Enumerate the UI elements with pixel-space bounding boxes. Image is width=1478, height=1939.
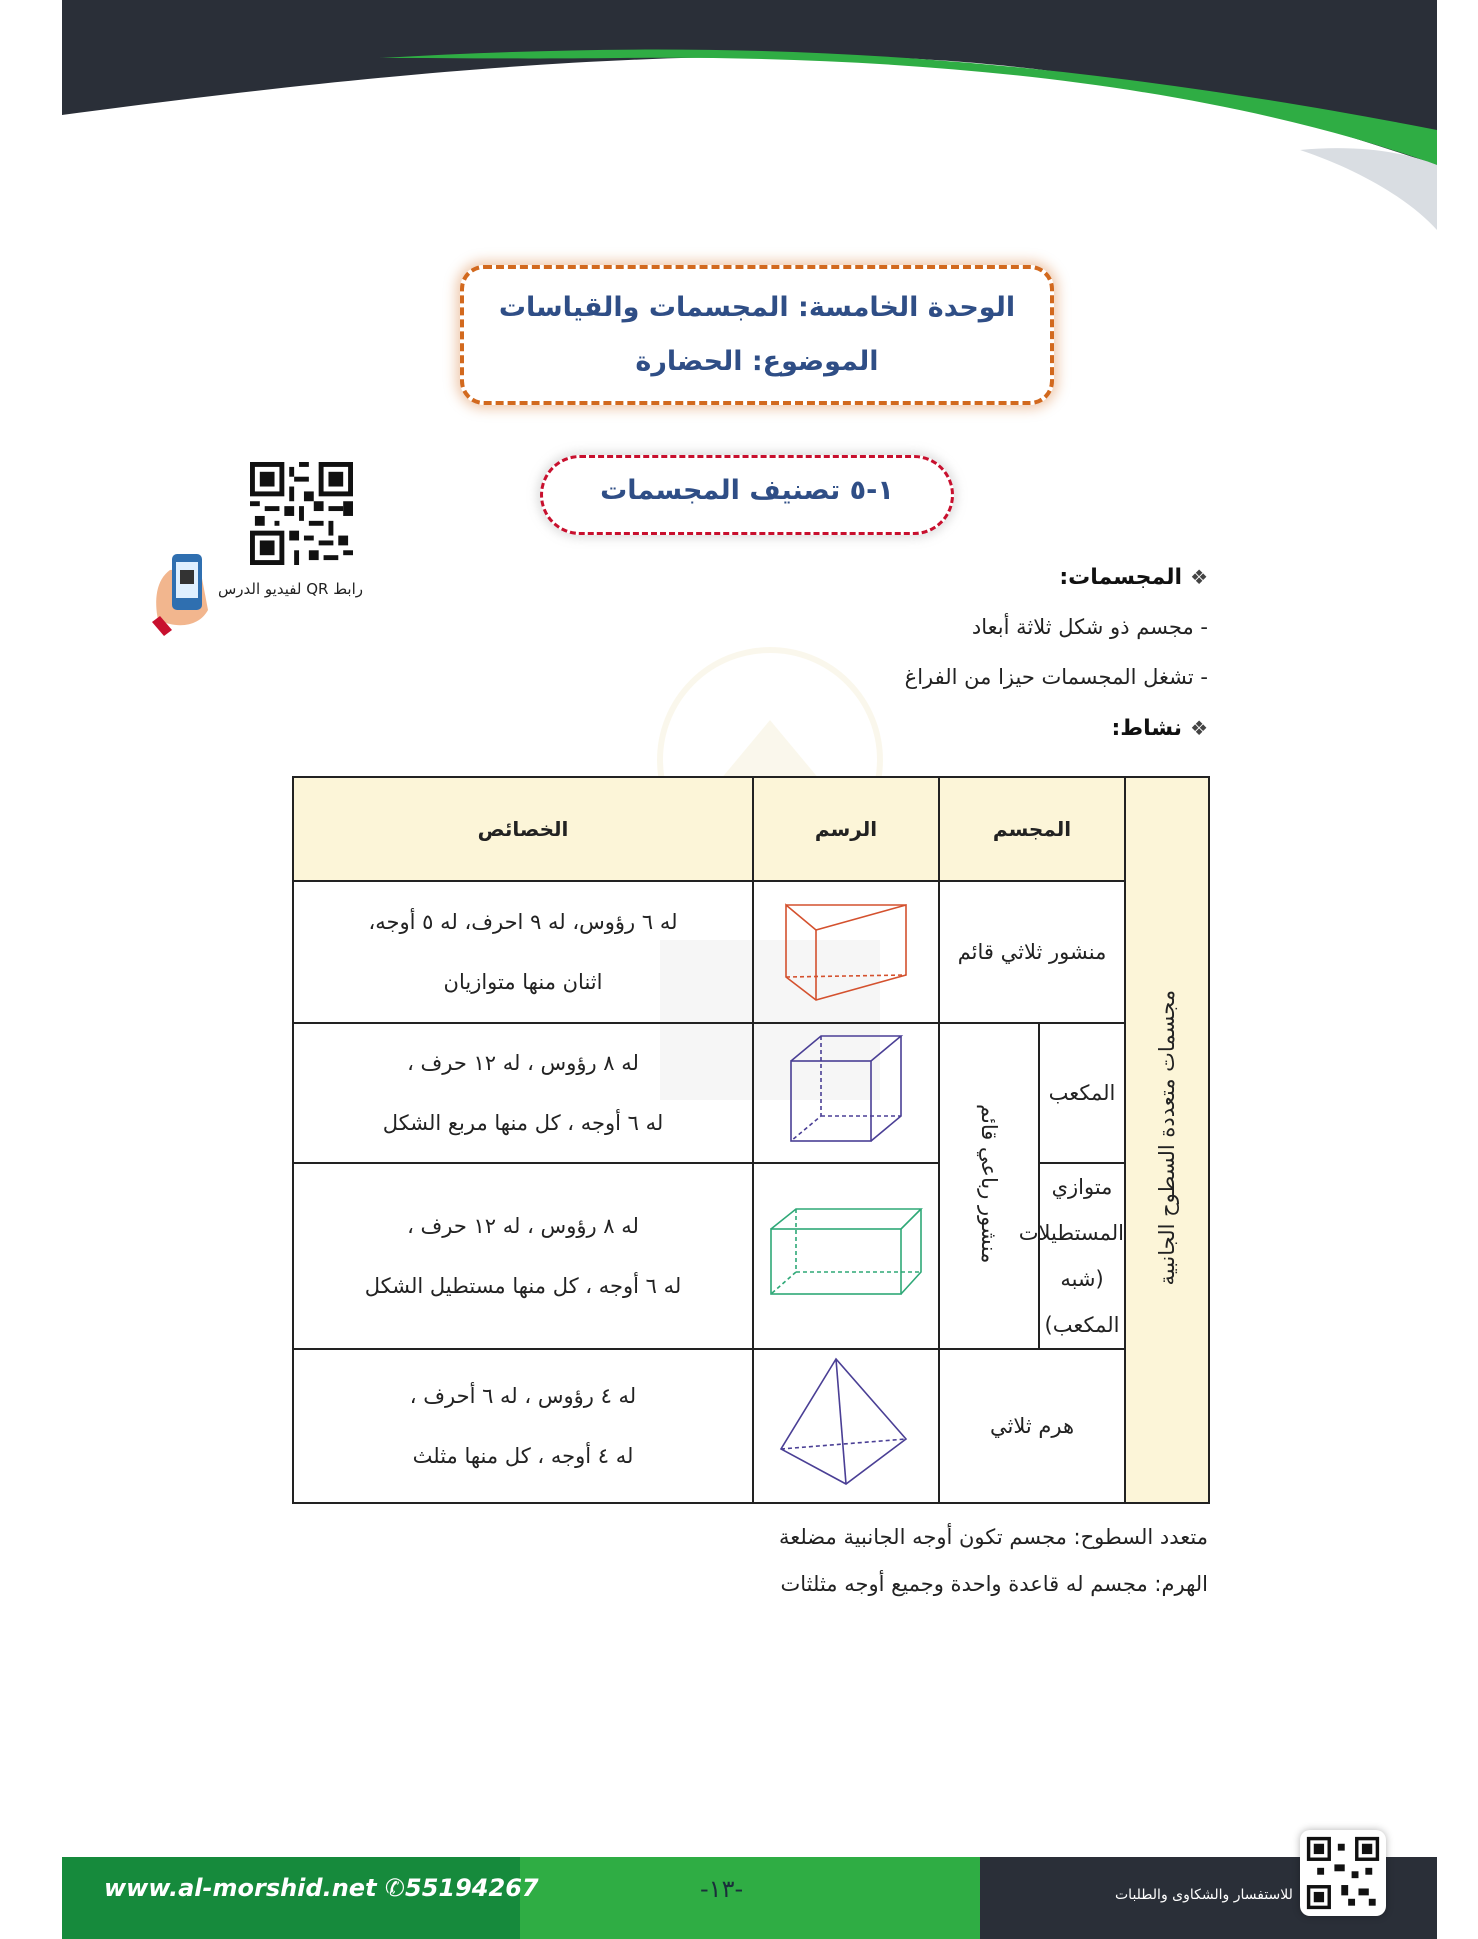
- solids-heading-text: المجسمات:: [1059, 565, 1183, 590]
- solid-name: (شبه المكعب): [1044, 1267, 1120, 1337]
- solid-name: المستطيلات: [1018, 1221, 1125, 1245]
- section-title: ١-٥ تصنيف المجسمات: [600, 475, 894, 506]
- properties-cell: [293, 1349, 753, 1503]
- solids-point-2: - تشغل المجسمات حيزا من الفراغ: [904, 665, 1208, 689]
- activity-heading-text: نشاط:: [1111, 716, 1183, 741]
- activity-heading: [1112, 716, 1209, 741]
- drawing-cell: [753, 881, 939, 1023]
- property-line: له ٤ أوجه ، كل منها مثلث: [412, 1444, 634, 1468]
- table-row: [293, 1349, 1209, 1503]
- topic-title: الموضوع: الحضارة: [635, 346, 879, 377]
- diamond-bullet-icon: ❖: [1190, 565, 1208, 589]
- unit-title: الوحدة الخامسة: المجسمات والقياسات: [498, 292, 1016, 323]
- pyramid-definition: الهرم: مجسم له قاعدة واحدة وجميع أوجه مثلثات: [780, 1572, 1208, 1596]
- footer-page-section: [520, 1857, 980, 1939]
- table-row: [293, 881, 1209, 1023]
- properties-cell: [293, 1023, 753, 1163]
- property-line: له ٤ رؤوس ، له ٦ أحرف ،: [409, 1384, 637, 1408]
- cube-icon: [781, 1031, 911, 1151]
- solid-name: متوازي: [1051, 1175, 1113, 1199]
- footer-contact-text: للاستفسار والشكاوى والطلبات: [1115, 1887, 1293, 1903]
- property-line: له ٦ أوجه ، كل منها مربع الشكل: [382, 1111, 664, 1135]
- qr-label: رابط QR لفيديو الدرس: [218, 580, 364, 598]
- triangular-prism-icon: [776, 895, 916, 1005]
- solid-name: المكعب: [1039, 1023, 1125, 1163]
- diamond-bullet-icon: ❖: [1190, 716, 1208, 740]
- group-label: منشور رباعي قائم: [977, 1103, 1001, 1264]
- qr-code-icon[interactable]: [250, 462, 353, 565]
- table-row: [293, 1163, 1209, 1349]
- page-number: -١٣-: [700, 1875, 744, 1903]
- header-properties: الخصائص: [293, 777, 753, 881]
- property-line: له ٨ رؤوس ، له ١٢ حرف ،: [407, 1051, 639, 1075]
- solids-heading: [1059, 565, 1208, 590]
- footer-website-link[interactable]: www.al-morshid.net ✆55194267: [104, 1874, 539, 1902]
- solid-name: منشور ثلاثي قائم: [939, 881, 1125, 1023]
- side-label: مجسمات متعددة السطوح الجانبية: [1155, 989, 1180, 1286]
- header-banner: [0, 0, 1478, 240]
- properties-cell: [293, 1163, 753, 1349]
- drawing-cell: [753, 1163, 939, 1349]
- phone-scan-icon: [150, 550, 220, 640]
- drawing-cell: [753, 1023, 939, 1163]
- property-line: له ٦ أوجه ، كل منها مستطيل الشكل: [364, 1274, 682, 1298]
- drawing-cell: [753, 1349, 939, 1503]
- unit-title-box: [460, 265, 1054, 405]
- property-line: اثنان منها متوازيان: [443, 970, 603, 994]
- table-row: [293, 1023, 1209, 1163]
- solid-name: هرم ثلاثي: [939, 1349, 1125, 1503]
- polyhedron-definition: متعدد السطوح: مجسم تكون أوجه الجانبية مضلعة: [778, 1525, 1208, 1549]
- side-label-cell: [1125, 777, 1209, 1503]
- cuboid-icon: [761, 1204, 931, 1304]
- group-label-cell: [939, 1023, 1039, 1349]
- property-line: له ٦ رؤوس، له ٩ احرف، له ٥ أوجه،: [368, 910, 678, 934]
- solid-name-cell: [1018, 1163, 1125, 1349]
- triangular-pyramid-icon: [776, 1354, 916, 1494]
- section-title-pill: [540, 455, 954, 535]
- properties-cell: [293, 881, 753, 1023]
- property-line: له ٨ رؤوس ، له ١٢ حرف ،: [407, 1214, 639, 1238]
- solids-table: [292, 776, 1210, 1504]
- header-solid: المجسم: [939, 777, 1125, 881]
- header-drawing: الرسم: [753, 777, 939, 881]
- contact-qr-icon[interactable]: [1300, 1830, 1386, 1916]
- solids-point-1: - مجسم ذو شكل ثلاثة أبعاد: [971, 615, 1208, 639]
